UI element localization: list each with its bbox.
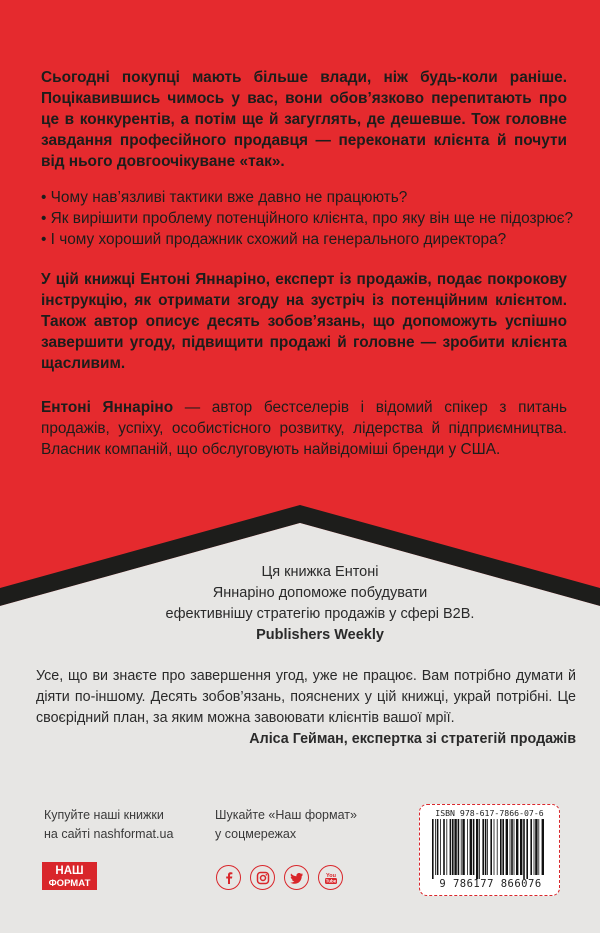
- list-item: • І чому хороший продажник схожий на генерального директора?: [41, 231, 507, 248]
- author-name: Ентоні Яннаріно: [41, 399, 174, 416]
- facebook-icon[interactable]: [216, 865, 241, 890]
- review-quote-publishers-weekly: [120, 562, 520, 646]
- question-list: [41, 187, 574, 250]
- youtube-label-top: You: [325, 872, 336, 879]
- quote-source: Аліса Гейман, експертка зі стратегій продажів: [249, 731, 576, 747]
- social-line: Шукайте «Наш формат»: [215, 808, 357, 822]
- social-line: у соцмережах: [215, 827, 297, 841]
- review-quote-gaiman: [36, 666, 576, 750]
- list-item: • Чому нав’язливі тактики вже давно не працюють?: [41, 189, 408, 206]
- author-bio: [41, 397, 567, 460]
- nash-format-logo: [42, 862, 97, 890]
- social-icons: [216, 865, 343, 890]
- youtube-icon[interactable]: [318, 865, 343, 890]
- shop-line: на сайті nashformat.ua: [44, 827, 174, 841]
- quote-line: Ця книжка Ентоні: [261, 564, 379, 580]
- instagram-icon[interactable]: [250, 865, 275, 890]
- list-item: • Як вирішити проблему потенційного клієнта, про яку він ще не підозрює?: [41, 210, 574, 227]
- blurb-intro: Сьогодні покупці мають більше влади, ніж будь-коли раніше. Поцікавившись чимось у вас, вони обов’язково перепитають про це в конкурентів, а потім ще й загуглять, де дешевше. Тож головне завдання професійного продавця — переконати клієнта й почути від нього довгоочікуване «так».: [41, 69, 567, 170]
- shop-info: [44, 806, 173, 844]
- logo-text-bottom: ФОРМАТ: [48, 878, 91, 889]
- barcode-number: 9 786177 866076: [439, 878, 542, 890]
- isbn-text: ISBN 978-617-7866-07-6: [435, 808, 544, 818]
- shop-line: Купуйте наші книжки: [44, 808, 164, 822]
- social-info: [215, 806, 357, 844]
- author-bio-text: — автор бестселерів і відомий спікер з питань продажів, успіху, особистісного розвитку, лідерства й підприємництва. Власник компаній, що обслуговують найвідоміші бренди у США.: [41, 399, 568, 458]
- quote-line: Яннаріно допоможе побудувати: [212, 585, 428, 601]
- logo-text-top: НАШ: [55, 865, 84, 877]
- quote-line: ефективнішу стратегію продажів у сфері B2B.: [165, 606, 475, 622]
- youtube-label-bottom: Tube: [325, 878, 336, 884]
- quote-source: Publishers Weekly: [256, 627, 384, 643]
- blurb-summary: У цій книжці Ентоні Яннаріно, експерт із продажів, подає покрокову інструкцію, як отримати згоду на зустріч із потенційним клієнтом. Також автор описує десять зобов’язань, що допоможуть успішно завершити угоду, підвищити продажі й головне — зробити клієнта щасливим.: [41, 271, 567, 372]
- quote-text: Усе, що ви знаєте про завершення угод, уже не працює. Вам потрібно думати й діяти по-іншому. Десять зобов’язань, пояснених у цій книжці, украй потрібні. Це своєрідний план, за яким можна завоювати клієнтів вашої мрії.: [36, 668, 576, 726]
- twitter-icon[interactable]: [284, 865, 309, 890]
- barcode-icon: [430, 819, 550, 881]
- barcode-panel: [419, 804, 560, 896]
